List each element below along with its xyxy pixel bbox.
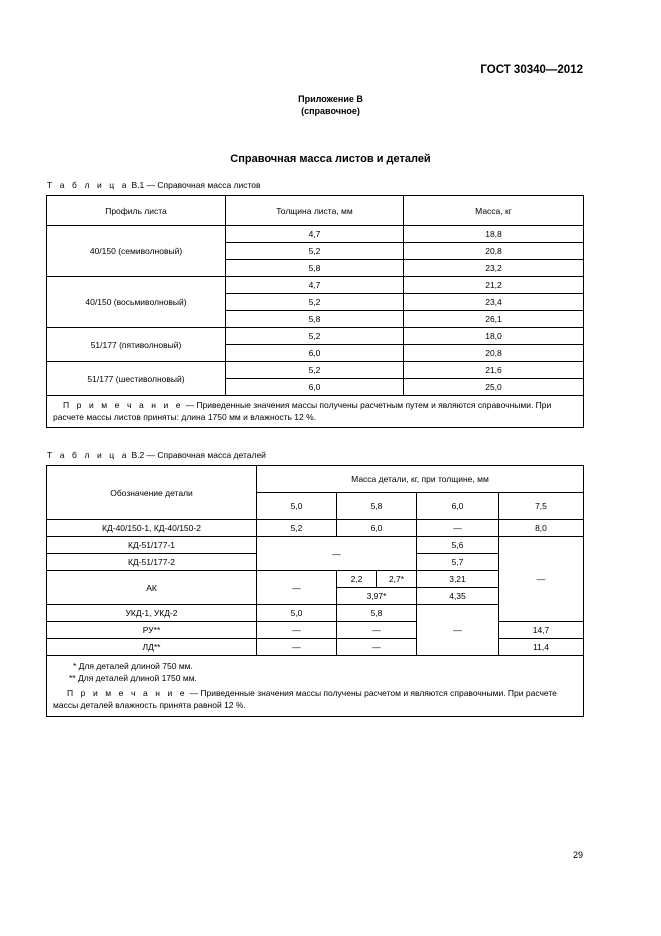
mass-cell: 5,8 — [337, 605, 417, 622]
table2-notes — [47, 656, 584, 717]
table2-note-text: — Приведенные значения массы получены расчетом и являются справочными. При расчете массы деталей влажность принята равной 12 %. — [53, 688, 557, 710]
appendix-subtitle: (справочное) — [301, 106, 360, 116]
thickness-cell: 5,2 — [226, 328, 404, 345]
mass-cell: 20,8 — [404, 243, 584, 260]
profile-cell: 51/177 (пятиволновый) — [47, 328, 226, 362]
mass-cell: — — [499, 537, 584, 622]
designation-cell: ЛД** — [47, 639, 257, 656]
designation-cell: КД-51/177-1 — [47, 537, 257, 554]
header-mass: Масса, кг — [404, 196, 584, 226]
header-thickness: Толщина листа, мм — [226, 196, 404, 226]
header-mass: Масса детали, кг, при толщине, мм — [257, 466, 584, 493]
thickness-cell: 4,7 — [226, 277, 404, 294]
mass-cell: 5,7 — [417, 554, 499, 571]
designation-cell: РУ** — [47, 622, 257, 639]
designation-cell: УКД-1, УКД-2 — [47, 605, 257, 622]
mass-cell: 3,21 — [417, 571, 499, 588]
table1-caption-text: В.1 — Справочная масса листов — [131, 180, 261, 190]
mass-cell: 25,0 — [404, 379, 584, 396]
table2-caption-label: Т а б л и ц а — [47, 450, 130, 460]
thickness-header: 6,0 — [417, 493, 499, 520]
mass-cell: — — [257, 571, 337, 605]
profile-cell: 40/150 (восьмиволновый) — [47, 277, 226, 328]
table2-note — [53, 684, 577, 711]
header-profile: Профиль листа — [47, 196, 226, 226]
thickness-header: 7,5 — [499, 493, 584, 520]
mass-cell: 2,2 — [337, 571, 377, 588]
thickness-cell: 6,0 — [226, 379, 404, 396]
mass-cell: 5,2 — [257, 520, 337, 537]
thickness-cell: 6,0 — [226, 345, 404, 362]
profile-cell: 51/177 (шестиволновый) — [47, 362, 226, 396]
table2-caption — [47, 450, 266, 460]
mass-cell: 18,0 — [404, 328, 584, 345]
sheet-mass-table — [46, 195, 584, 428]
mass-cell: 20,8 — [404, 345, 584, 362]
mass-cell: — — [417, 605, 499, 656]
part-mass-table — [46, 465, 584, 717]
mass-cell: 23,2 — [404, 260, 584, 277]
mass-cell: 2,7* — [377, 571, 417, 588]
thickness-cell: 5,8 — [226, 260, 404, 277]
mass-cell: 21,2 — [404, 277, 584, 294]
mass-cell: 18,8 — [404, 226, 584, 243]
table1-caption — [47, 180, 261, 190]
mass-cell: 21,6 — [404, 362, 584, 379]
table2-note-label: П р и м е ч а н и е — [67, 688, 188, 698]
table2-caption-text: В.2 — Справочная масса деталей — [131, 450, 266, 460]
mass-cell: — — [257, 639, 337, 656]
thickness-cell: 4,7 — [226, 226, 404, 243]
designation-cell: АК — [47, 571, 257, 605]
mass-cell: 26,1 — [404, 311, 584, 328]
table1-note — [47, 396, 584, 428]
mass-cell: 11,4 — [499, 639, 584, 656]
table1-note-label: П р и м е ч а н и е — [63, 400, 184, 410]
mass-cell: — — [337, 639, 417, 656]
mass-cell: — — [257, 622, 337, 639]
mass-cell: 5,6 — [417, 537, 499, 554]
mass-cell: 8,0 — [499, 520, 584, 537]
table1-caption-label: Т а б л и ц а — [47, 180, 130, 190]
thickness-cell: 5,2 — [226, 362, 404, 379]
mass-cell: 6,0 — [337, 520, 417, 537]
thickness-header: 5,0 — [257, 493, 337, 520]
mass-cell: 3,97* — [337, 588, 417, 605]
appendix-title: Приложение В — [298, 94, 363, 104]
mass-cell: — — [417, 520, 499, 537]
mass-cell: — — [257, 537, 417, 571]
table1-note-text: — Приведенные значения массы получены расчетным путем и являются справочными. При расчете массы листов приняты: длина 1750 мм и влажность 12 %. — [53, 400, 552, 422]
section-title: Справочная масса листов и деталей — [230, 153, 431, 165]
footnote-double-star: ** Для деталей длиной 1750 мм. — [69, 673, 197, 683]
designation-cell: КД-40/150-1, КД-40/150-2 — [47, 520, 257, 537]
mass-cell: 23,4 — [404, 294, 584, 311]
profile-cell: 40/150 (семиволновый) — [47, 226, 226, 277]
header-designation: Обозначение детали — [47, 466, 257, 520]
page-number: 29 — [572, 850, 583, 860]
appendix-heading — [0, 93, 661, 117]
mass-cell: 4,35 — [417, 588, 499, 605]
mass-cell: 5,0 — [257, 605, 337, 622]
standard-number: ГОСТ 30340—2012 — [480, 64, 583, 76]
footnote-single-star: * Для деталей длиной 750 мм. — [73, 661, 193, 671]
thickness-cell: 5,2 — [226, 294, 404, 311]
mass-cell: 14,7 — [499, 622, 584, 639]
thickness-cell: 5,8 — [226, 311, 404, 328]
thickness-header: 5,8 — [337, 493, 417, 520]
designation-cell: КД-51/177-2 — [47, 554, 257, 571]
mass-cell: — — [337, 622, 417, 639]
thickness-cell: 5,2 — [226, 243, 404, 260]
